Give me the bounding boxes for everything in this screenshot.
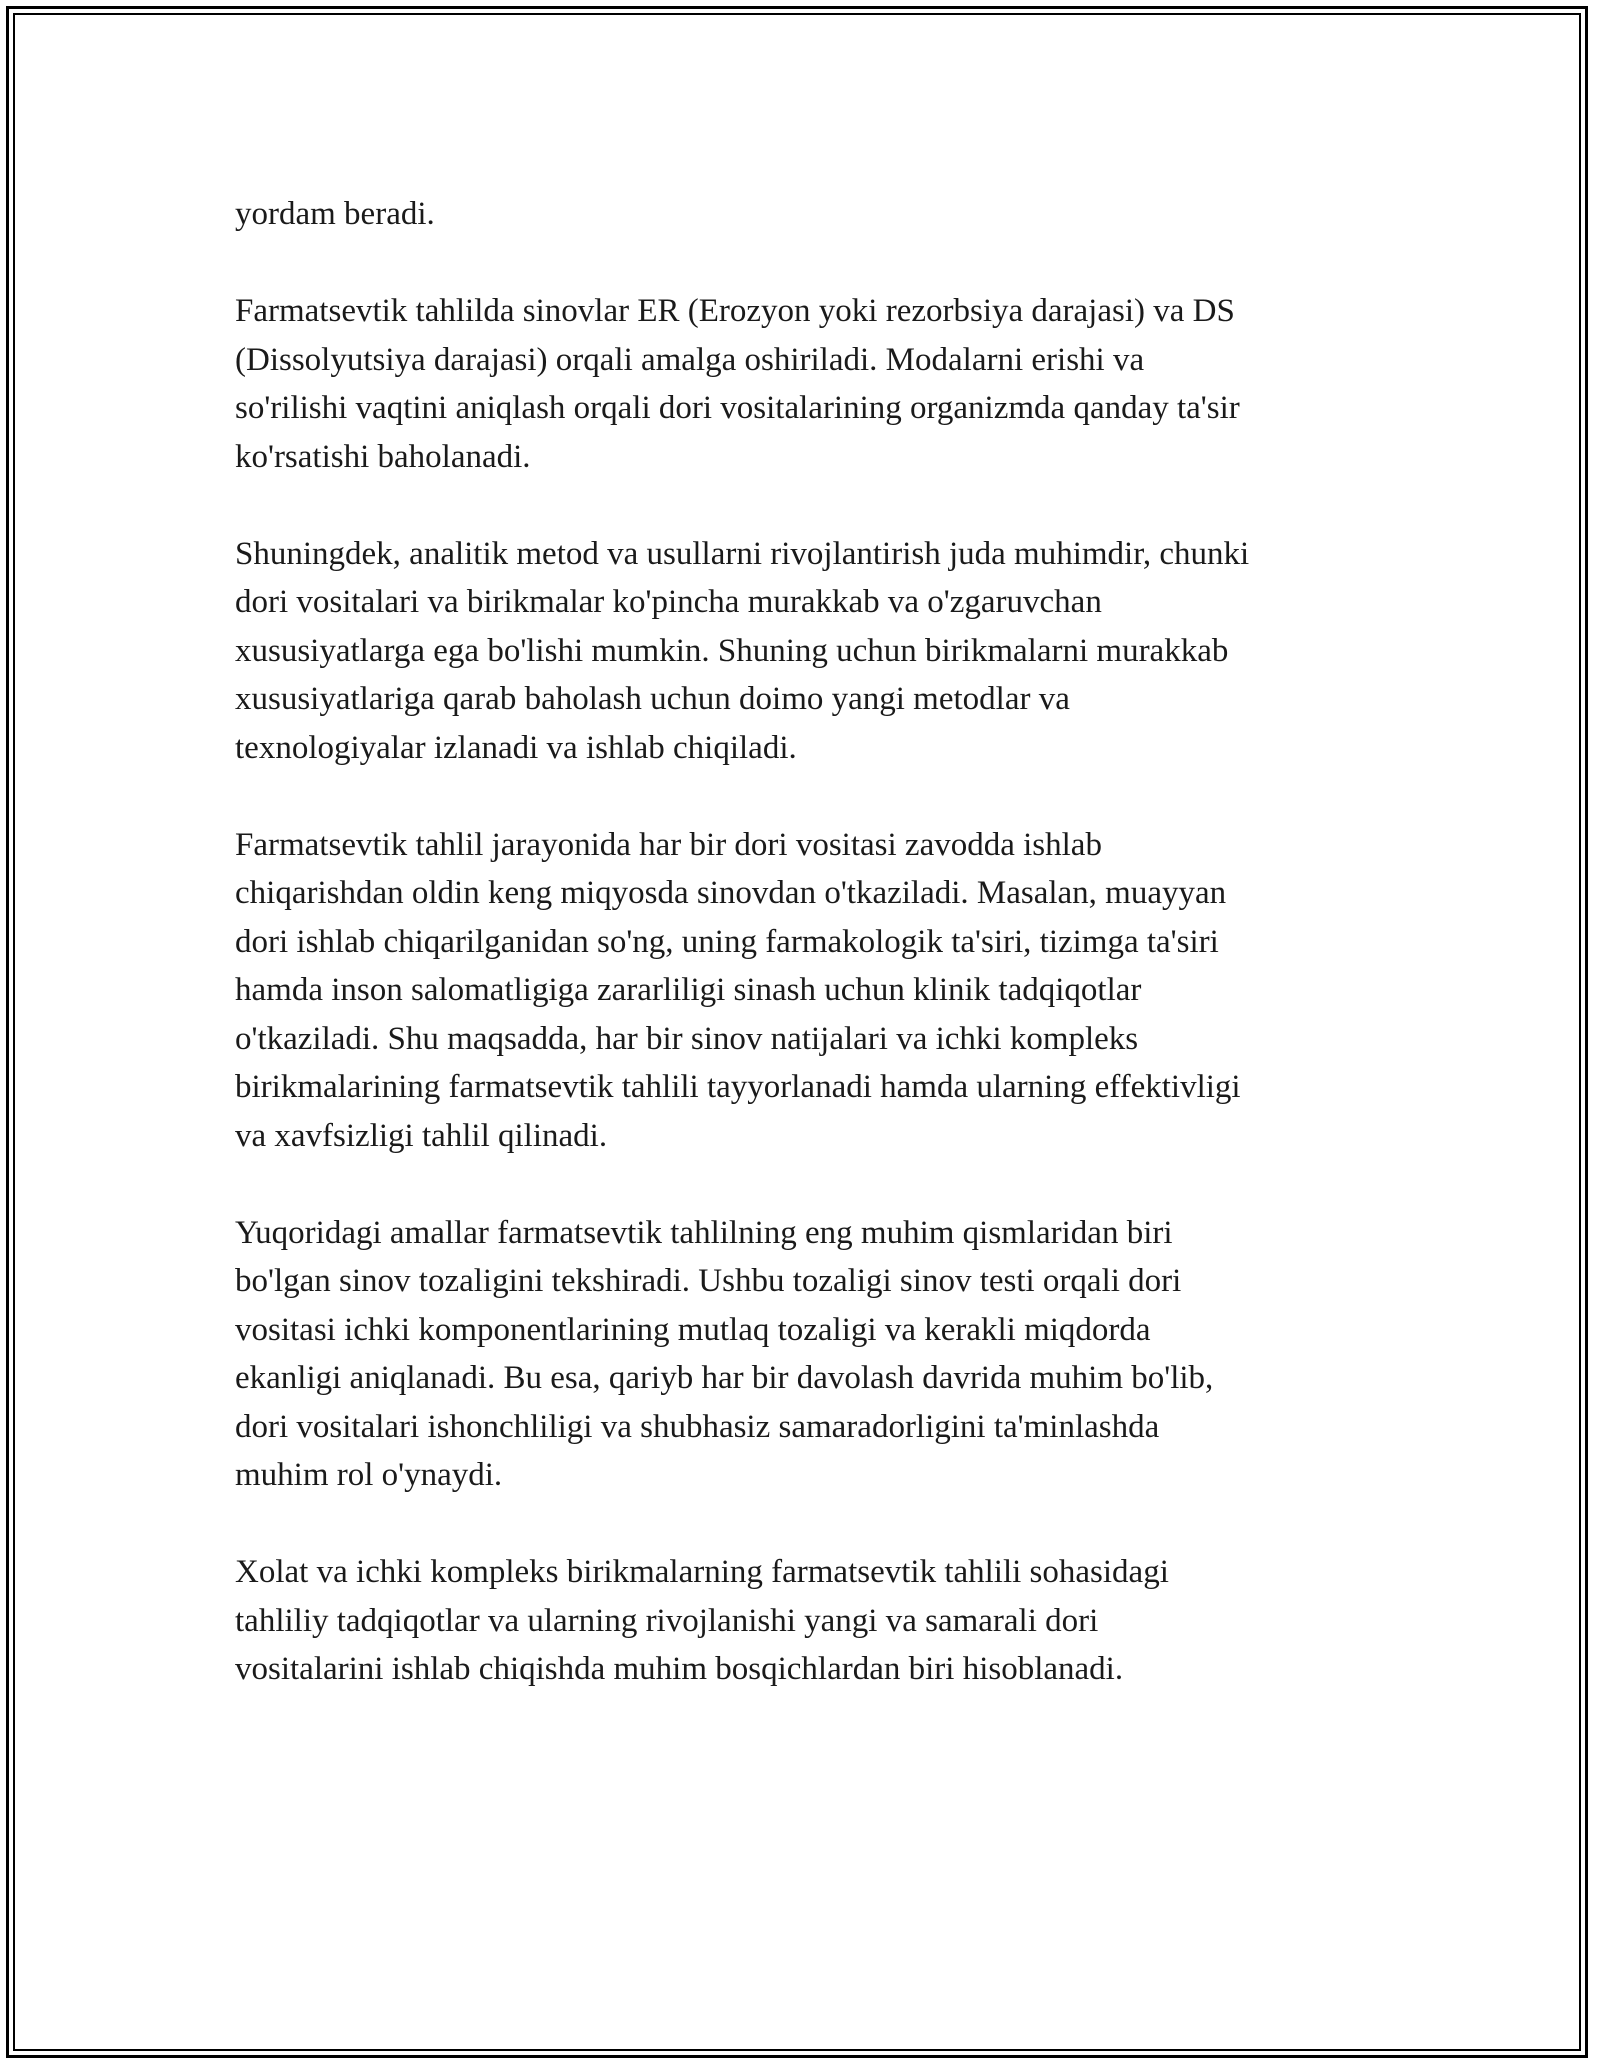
text-line: bo'lgan sinov tozaligini tekshiradi. Ushbu tozaligi sinov testi orqali dori: [235, 1263, 1182, 1299]
paragraph-4: [235, 821, 1375, 1161]
text-line: Farmatsevtik tahlilda sinovlar ER (Erozyon yoki rezorbsiya darajasi) va DS: [235, 293, 1235, 329]
text-line: tahliliy tadqiqotlar va ularning rivojlanishi yangi va samarali dori: [235, 1602, 1099, 1639]
paragraph-6: [235, 1548, 1375, 1694]
text-line: dori vositalari ishonchliligi va shubhasiz samaradorligini ta'minlashda: [235, 1408, 1160, 1445]
text-line: ko'rsatishi baholanadi.: [235, 438, 531, 475]
text-line: Farmatsevtik tahlil jarayonida har bir dori vositasi zavodda ishlab: [235, 826, 1102, 863]
paragraph-2: [235, 287, 1375, 481]
text-line: ekanligi aniqlanadi. Bu esa, qariyb har bir davolash davrida muhim bo'lib,: [235, 1360, 1214, 1396]
text-line: Shuningdek, analitik metod va usullarni rivojlantirish juda muhimdir, chunki: [235, 535, 1250, 572]
text-line: xususiyatlariga qarab baholash uchun doimo yangi metodlar va: [235, 681, 1070, 717]
text-line: o'tkaziladi. Shu maqsadda, har bir sinov natijalari va ichki kompleks: [235, 1020, 1139, 1057]
text-line: Xolat va ichki kompleks birikmalarning farmatsevtik tahlili sohasidagi: [235, 1554, 1169, 1590]
paragraph-3: [235, 530, 1375, 773]
text-line: muhim rol o'ynaydi.: [235, 1457, 503, 1493]
text-line: yordam beradi.: [235, 196, 435, 232]
text-line: xususiyatlarga ega bo'lishi mumkin. Shuning uchun birikmalarni murakkab: [235, 632, 1229, 669]
paragraph-5: [235, 1209, 1375, 1500]
text-line: dori ishlab chiqarilganidan so'ng, uning farmakologik ta'siri, tizimga ta'siri: [235, 923, 1219, 960]
text-line: Yuqoridagi amallar farmatsevtik tahlilning eng muhim qismlaridan biri: [235, 1214, 1173, 1251]
text-line: vositasi ichki komponentlarining mutlaq tozaligi va kerakli miqdorda: [235, 1311, 1151, 1348]
document-body: [235, 190, 1375, 1742]
text-line: so'rilishi vaqtini aniqlash orqali dori vositalarining organizmda qanday ta'sir: [235, 390, 1240, 426]
text-line: (Dissolyutsiya darajasi) orqali amalga oshiriladi. Modalarni erishi va: [235, 341, 1145, 378]
paragraph-1: [235, 190, 1375, 239]
text-line: vositalarini ishlab chiqishda muhim bosqichlardan biri hisoblanadi.: [235, 1651, 1124, 1687]
text-line: hamda inson salomatligiga zararliligi sinash uchun klinik tadqiqotlar: [235, 972, 1142, 1008]
text-line: texnologiyalar izlanadi va ishlab chiqiladi.: [235, 729, 797, 766]
text-line: dori vositalari va birikmalar ko'pincha murakkab va o'zgaruvchan: [235, 584, 1102, 620]
text-line: va xavfsizligi tahlil qilinadi.: [235, 1117, 608, 1154]
text-line: chiqarishdan oldin keng miqyosda sinovdan o'tkaziladi. Masalan, muayyan: [235, 875, 1227, 911]
text-line: birikmalarining farmatsevtik tahlili tayyorlanadi hamda ularning effektivligi: [235, 1069, 1241, 1105]
